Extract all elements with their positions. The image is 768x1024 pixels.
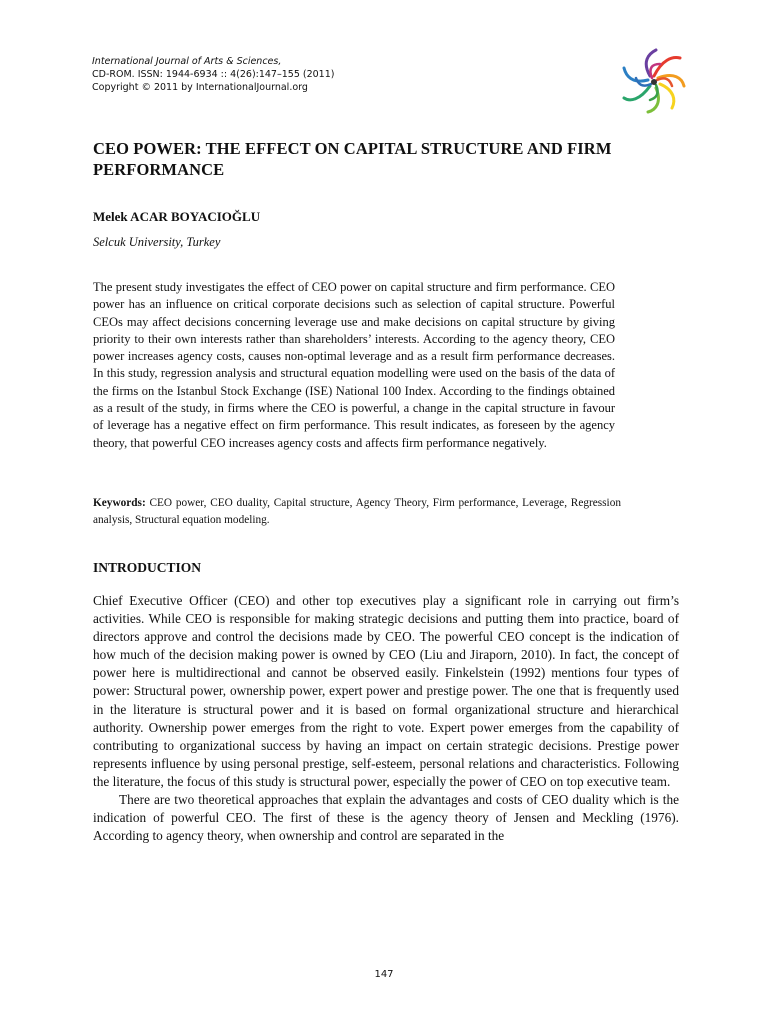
journal-logo-icon <box>620 48 688 116</box>
journal-copyright: Copyright © 2011 by InternationalJournal.org <box>92 82 308 93</box>
paragraph: There are two theoretical approaches that explain the advantages and costs of CEO duality which is the indication of powerful CEO. The first of these is the agency theory of Jensen and Meckling (1976). According to agency theory, when ownership and control are separated in the <box>93 792 679 844</box>
introduction-body <box>93 592 679 845</box>
author-affiliation: Selcuk University, Turkey <box>93 235 221 249</box>
section-heading-introduction: INTRODUCTION <box>93 560 202 575</box>
keywords-label: Keywords: <box>93 497 146 509</box>
journal-name: International Journal of Arts & Sciences, <box>92 56 282 67</box>
paragraph: Chief Executive Officer (CEO) and other top executives play a significant role in carrying out firm’s activities. While CEO is responsible for making strategic decisions and putting them into practice, board of directors approve and control the decisions made by CEO. The powerful CEO concept is the indication of how much of the decision making power is owned by CEO (Liu and Jiraporn, 2010). In fact, the concept of power here is multidirectional and cannot be observed easily. Finkelstein (1992) mentions four types of power: Structural power, ownership power, expert power and prestige power. The one that is frequently used in the literature is structural power and it is based on formal organizational structure and hierarchical authority. Ownership power emerges from the right to vote. Expert power emerges from the capability of contributing to organizational success by having an impact on certain strategic decisions. Prestige power represents influence by using personal prestige, self-esteem, personal relations and characteristics. Following the literature, the focus of this study is structural power, especially the power of CEO on top executive team. <box>93 593 679 789</box>
keywords-text: CEO power, CEO duality, Capital structure, Agency Theory, Firm performance, Leverage, Regression analysis, Structural equation modeling. <box>93 497 621 526</box>
journal-header <box>92 55 334 94</box>
author-name: Melek ACAR BOYACIOĞLU <box>93 209 261 224</box>
keywords <box>93 495 621 529</box>
journal-issn: CD-ROM. ISSN: 1944-6934 :: 4(26):147–155 (2011) <box>92 69 335 80</box>
page-number: 147 <box>374 969 394 980</box>
paper-title: CEO POWER: THE EFFECT ON CAPITAL STRUCTURE AND FIRM PERFORMANCE <box>93 139 612 179</box>
abstract: The present study investigates the effect of CEO power on capital structure and firm performance. CEO power has an influence on critical corporate decisions such as selection of capital structure. Powerful CEOs may affect decisions concerning leverage use and make decisions on capital structure by giving priority to their own interests rather than shareholders’ interests. According to the agency theory, CEO power increases agency costs, causes non-optimal leverage and as a result firm performance decreases. In this study, regression analysis and structural equation modelling were used on the basis of the data of the firms on the Istanbul Stock Exchange (ISE) National 100 Index. According to the findings obtained as a result of the study, in firms where the CEO is powerful, a change in the capital structure in favour of leverage has a negative effect on firm performance. This result indicates, as foreseen by the agency theory, that powerful CEO increases agency costs and affects firm performance negatively. <box>93 280 615 450</box>
